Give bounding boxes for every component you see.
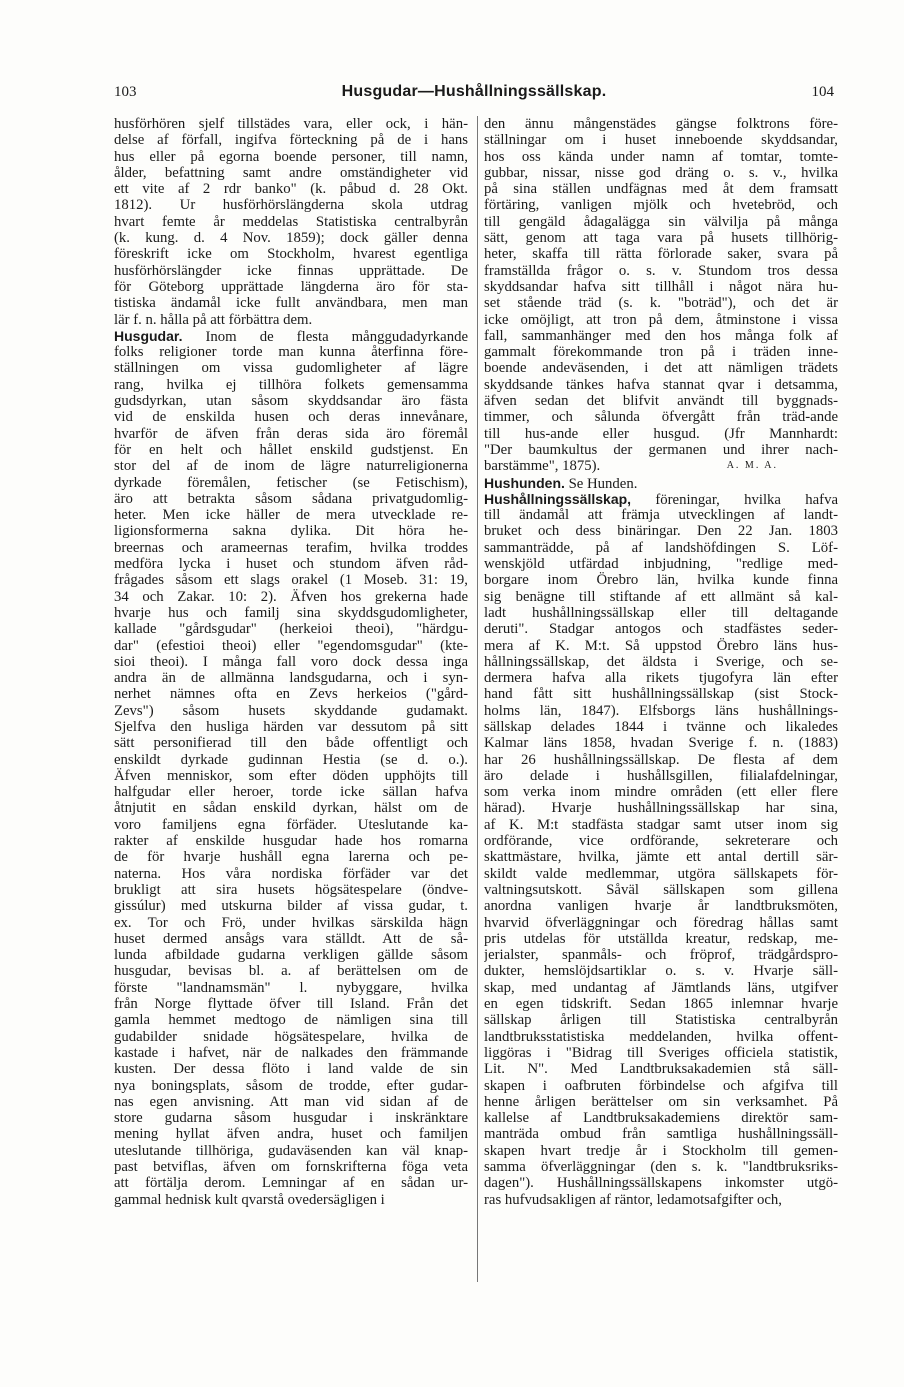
text-line: gudsdyrkan, utan såsom skyddsandar äro fästa: [114, 393, 468, 410]
text-line: landtbruksstatistiska meddelanden, hvilka offent-: [484, 1028, 838, 1045]
text-line: framställda frågor o. s. v. Stundom tros dessa: [484, 262, 838, 279]
text-line: hos oss kända under namn af tomtar, tomte-: [484, 148, 838, 165]
text-line: för Göteborg upprättade längderna äro för sta-: [114, 278, 468, 295]
text-line: valtningsutskott. Såväl sällskapen som gillena: [484, 881, 838, 898]
text-line: för en helt och hållet enskild gudstjenst. En: [114, 441, 468, 458]
text-line: ladt hushållningssällskap eller till deltagande: [484, 604, 838, 621]
text-line: till hus-ande eller husgud. (Jfr Mannhardt:: [484, 425, 838, 442]
text-line: hvarvid öfverläggningar och föredrag hållas samt: [484, 914, 838, 931]
text-line: sällskap årligen till Statistiska centralbyrån: [484, 1012, 838, 1029]
text-line: till gengäld ådagalägga sin välvilja på många: [484, 213, 838, 230]
text-line: 34 och Zakar. 10: 2). Äfven hos grekerna hade: [114, 588, 468, 605]
text-line: liggöras i "Bidrag till Sveriges officiela statistik,: [484, 1044, 838, 1061]
text-line: sioi theoi). I många fall voro dock dessa inga: [114, 653, 468, 670]
text-line: store gudarna såsom husgudar i inskränktare: [114, 1110, 468, 1127]
text-line: den ännu mångenstädes gängse folktrons före-: [484, 116, 838, 132]
text-line: sätt, genom att taga vara på husets tillhörig-: [484, 230, 838, 247]
text-line: har 26 hushållningssällskap. De flesta af dem: [484, 751, 838, 768]
text-line: past betviflas, äfven om fornskrifterna föga veta: [114, 1159, 468, 1175]
text-line: delse af förfall, ingifva förteckning på de i hans: [114, 132, 468, 149]
text-line: gammal hednisk kult qvarstå ovedersägligen i: [114, 1191, 385, 1208]
text-line: hvart femte år meddelas Statistiska centralbyrån: [114, 213, 468, 230]
text-line: gamla hemmet medtogo de nämligen sina till: [114, 1012, 468, 1029]
text-line: hvarför de äfven från deras sida äro föremål: [114, 425, 468, 442]
text-line: kusten. Der dessa flöto i land valde de sin: [114, 1061, 468, 1078]
text-line: fall, sammanhänger med den hos många folk af: [484, 327, 838, 344]
text-line: sällskap delades 1844 i tvänne och likaledes: [484, 718, 838, 735]
text-line: gubbar, nissar, nisse god dräng o. s. v., hvilka: [484, 164, 838, 181]
text-line: gammalt förekommande tron på i träden inne-: [484, 344, 838, 361]
text-line: nerhet nämnes ofta en Zevs herkeios ("gård-: [114, 686, 468, 703]
text-line: Lit. N". Med Landtbruksakademien stå säll-: [484, 1061, 838, 1078]
text-line: husförhörslängder icke finnas upprättade. De: [114, 262, 468, 279]
text-line: Sjelfva den husliga härden var dessutom på sitt: [114, 718, 468, 735]
column-divider: [477, 116, 478, 1282]
text-line: manträda ombud från samtliga hushållningssäll-: [484, 1126, 838, 1143]
text-line: skildt valde medlemmar, utgöra sällskapets för-: [484, 865, 838, 882]
text-line: nya boningsplats, såsom de trodde, efter gudar-: [114, 1077, 468, 1094]
text-line: från Norge flyttade öfver till Island. Från det: [114, 996, 468, 1013]
text-line: boende andeväsenden, i det att nämligen trädets: [484, 360, 838, 377]
text-line: enskildt dyrkade gudinnan Hestia (se d. o.).: [114, 751, 468, 768]
text-line: husförhören sjelf tillstädes vara, eller ock, i hän-: [114, 116, 468, 132]
text-line: "Der baumkultus der germanen und ihrer nach-: [484, 441, 838, 458]
text-line: naterna. Hos våra nordiska förfäder var det: [114, 865, 468, 882]
text-line: skyddsandar hafva sitt tillhåll i något nära hu-: [484, 278, 838, 295]
text-line: wenskjöld utfärdad inbjudning, "redlige med-: [484, 556, 838, 573]
text-line: borgare inom Örebro län, hvilka kunde finna: [484, 572, 838, 589]
text-line: förste "landnamsmän" l. nybyggare, hvilka: [114, 979, 468, 996]
author-signature: A. M. A.: [726, 460, 778, 472]
page-number-right: 104: [811, 83, 834, 100]
page-number-left: 103: [114, 83, 137, 100]
text-line: anordna vanligen hvarje år landtbruksmöten,: [484, 898, 838, 915]
text-line: ligionsformerna sakna dylika. Dit höra he-: [114, 523, 468, 540]
text-line: hus eller på egorna boende personer, till namn,: [114, 148, 468, 165]
text-line: ett vite af 2 rdr banko" (k. påbud d. 28 Okt.: [114, 181, 468, 198]
text-line: uteslutande tillhöriga, gudaväsenden kan väl knap-: [114, 1142, 468, 1159]
text-line: samma öfverläggningar (den s. k. "landtbruksriks-: [484, 1159, 838, 1175]
text-line: ställningar om i huset inneboende skyddsandar,: [484, 132, 838, 149]
text-line: äro att betrakta såsom sådana privatgudomlig-: [114, 490, 468, 507]
text-line: Hushållningssällskap, föreningar, hvilka hafva: [484, 490, 838, 508]
text-line: medföra lycka i huset och stundom äfven råd-: [114, 556, 468, 573]
text-line: sätt personifierad till den både offentligt och: [114, 735, 468, 752]
text-line: mera af K. M:t. Så uppstod Örebro läns hus-: [484, 637, 838, 654]
text-line: Hushunden. Se Hunden.: [484, 474, 638, 491]
text-line: 1812). Ur husförhörslängderna skola utdrag: [114, 197, 468, 214]
text-line: brukligt att sira husets högsätespelare (öndve-: [114, 881, 468, 898]
text-line: härad). Hvarje hushållningssällskap har sina,: [484, 800, 838, 817]
text-line: nas egen anvisning. Att man vid sidan af de: [114, 1093, 468, 1110]
text-line: hand fått sitt hushållningssällskap (sist Stock-: [484, 686, 838, 703]
text-line: rakter af enskilde husgudar hade hos romarna: [114, 833, 468, 850]
text-line: äro delade i hushållsgillen, filialafdelningar,: [484, 767, 838, 784]
text-line: kallade "gårdsgudar" (herkeioi theoi), "härdgu-: [114, 621, 468, 638]
text-line: dermera hafva alla rikets tjugofyra län efter: [484, 670, 838, 687]
text-line: åtnjutit en sådan enskild dyrkan, hälst om de: [114, 800, 468, 817]
text-line: på sina ställen undfägnas med åt dem framsatt: [484, 181, 838, 198]
text-line: skapen i oafbruten förbindelse och afgifva till: [484, 1077, 838, 1094]
text-line: husgudar, bevisas bl. a. af berättelsen om de: [114, 963, 468, 980]
text-line: icke omöjligt, att tron på dem, åtminstone i vissa: [484, 311, 838, 328]
text-line: voro familjens egna förfäder. Uteslutande ka-: [114, 816, 468, 833]
text-line: heter, skaffa till rätta förlorade saker, svara på: [484, 246, 838, 263]
text-line: Kalmar läns 1858, hvadan Sverige f. n. (1883): [484, 735, 838, 752]
text-line: barstämme", 1875). A. M. A.: [484, 458, 838, 474]
text-line: henne årligen berättelser om sin verksamhet. På: [484, 1093, 838, 1110]
text-line: skattmästare, hvilka, jämte ett antal dertill sär-: [484, 849, 838, 866]
text-line: heter. Men icke häller de mera utvecklade re-: [114, 507, 468, 524]
text-line: till ändamål att främja utvecklingen af landt-: [484, 507, 838, 524]
text-line: sammanträdde, på af landshöfdingen S. Löf-: [484, 539, 838, 556]
text-line: dagen"). Hushållningssällskapens inkomster utgö-: [484, 1175, 838, 1192]
entry-headword: Hushunden.: [484, 474, 565, 491]
text-line: Äfven menniskor, som efter döden upphöjts till: [114, 767, 468, 784]
text-line: bruket och dess binäringar. Den 22 Jan. 1803: [484, 523, 838, 540]
text-line: breernas och arameernas terafim, hvilka troddes: [114, 539, 468, 556]
text-line: ålder, befattning samt andre omständigheter vid: [114, 164, 468, 181]
text-line: dyrkade föremålen, fetischer (se Fetischism),: [114, 474, 468, 491]
text-line: dar" (efestioi theoi) eller "egendomsgudar" (kte-: [114, 637, 468, 654]
text-line: rang, hvilka ej tillhöra folkets gemensamma: [114, 376, 468, 393]
text-line: gudabilder snidade högsätespelare, hvilka de: [114, 1028, 468, 1045]
text-line: timmer, och sålunda öfvergått från träd-ande: [484, 409, 838, 426]
text-line: (k. kung. d. 4 Nov. 1859); dock gäller denna: [114, 230, 468, 247]
text-line: af K. M:t stadfästa stadgar samt utser inom sig: [484, 816, 838, 833]
text-line: andra än de allmänna landsgudarna, och i syn-: [114, 670, 468, 687]
text-line: holms län, 1847). Elfsborgs läns hushållnings-: [484, 702, 838, 719]
text-line: mening hyllat äfven andra, huset och familjen: [114, 1126, 468, 1143]
text-line: stor del af de inom de lägre naturreligionerna: [114, 458, 468, 475]
text-line: tistiska ändamål icke fullt användbara, men man: [114, 295, 468, 312]
text-line: kallelse af Landtbruksakademiens direktör sam-: [484, 1110, 838, 1127]
entry-headword: Hushållningssällskap,: [484, 490, 632, 507]
text-line: gissúlur) med utskurna bilder af vissa gudar, t.: [114, 898, 468, 915]
text-line: dukter, hemslöjdsartiklar o. s. v. Hvarje säll-: [484, 963, 838, 980]
text-line: kastade i hafvet, när de nalkades den främmande: [114, 1044, 468, 1061]
entry-headword: Husgudar.: [114, 327, 183, 344]
text-line: skyddsande tänkes hafva stannat qvar i detsamma,: [484, 376, 838, 393]
text-line: lär f. n. hålla på att förbättra dem.: [114, 311, 313, 328]
text-line: lunda afbildade gudarna verkligen gällde såsom: [114, 947, 468, 964]
text-line: ordförande, vice ordförande, sekreterare och: [484, 833, 838, 850]
text-line: Zevs") såsom husets skyddande gudamakt.: [114, 702, 468, 719]
left-column: [114, 116, 468, 1208]
text-line: ras hufvudsakligen af räntor, ledamotsafgifter och,: [484, 1191, 782, 1208]
text-line: hållningssällskap, det äldsta i Sverige, och se-: [484, 653, 838, 670]
text-line: frågades såsom ett slags orakel (1 Moseb. 31: 19,: [114, 572, 468, 589]
text-line: ex. Tor och Frö, under hvilkas särskilda hägn: [114, 914, 468, 931]
text-line: hvarje hus och familj sina skyddsgudomligheter,: [114, 604, 468, 621]
text-line: vid de enskilda husen och deras innevånare,: [114, 409, 468, 426]
running-title: Husgudar—Hushållningssällskap.: [341, 83, 607, 100]
right-column: [484, 116, 838, 1208]
text-line: skap, med undantag af Jämtlands läns, utgifver: [484, 979, 838, 996]
text-line: att förtälja derom. Lemningar af en sådan ur-: [114, 1175, 468, 1192]
text-line: halfgudar eller heroer, torde icke sällan hafva: [114, 784, 468, 801]
text-line: pris utdelas för utställda kreatur, redskap, me-: [484, 930, 838, 947]
text-line: deruti". Stadgar antogos och stadfästes seder-: [484, 621, 838, 638]
text-line: jerialster, spanmåls- och fröprof, trädgårdspro-: [484, 947, 838, 964]
text-line: förtäring, vanligen mjölk och hvetebröd, och: [484, 197, 838, 214]
text-line: sig benägne till stiftande af ett allmänt så kal-: [484, 588, 838, 605]
text-line: Husgudar. Inom de flesta månggudadyrkande: [114, 327, 468, 345]
text-line: folks religioner torde man kunna återfinna före-: [114, 344, 468, 361]
text-line: skapen hvart tredje år i Stockholm till gemen-: [484, 1142, 838, 1159]
text-line: äfven sedan det blifvit användt till byggnads-: [484, 393, 838, 410]
text-line: föreskrift icke om Stockholm, hvarest egentliga: [114, 246, 468, 263]
text-line: de för hvarje hushåll egna larerna och pe-: [114, 849, 468, 866]
text-line: set stående träd (s. k. "boträd"), och det är: [484, 295, 838, 312]
text-line: som verka inom mindre områden (ett eller flere: [484, 784, 838, 801]
running-header: [114, 80, 834, 104]
text-line: huset dermed ansågs vara ställdt. Att de så-: [114, 930, 468, 947]
text-line: ställningen om vissa gudomligheter af lägre: [114, 360, 468, 377]
text-line: en egen tidskrift. Sedan 1865 inlemnar hvarje: [484, 996, 838, 1013]
